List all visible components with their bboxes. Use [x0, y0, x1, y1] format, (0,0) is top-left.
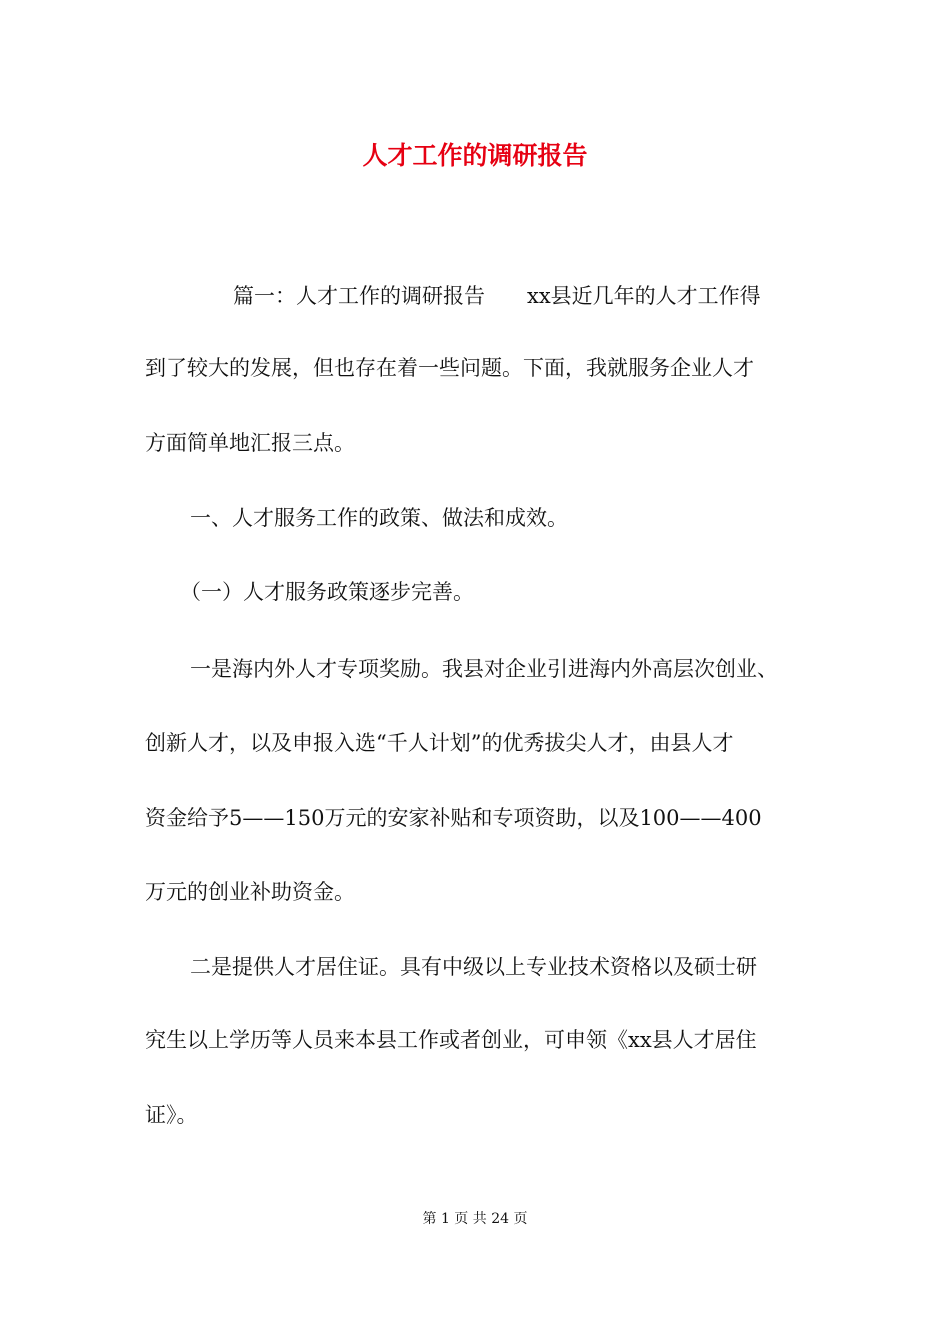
body-line-9: 万元的创业补助资金。 [145, 880, 355, 904]
body-line-6: 一是海内外人才专项奖励。我县对企业引进海内外高层次创业、 [190, 657, 778, 681]
section-heading-1: 一、人才服务工作的政策、做法和成效。 [190, 506, 568, 530]
body-line-3: 方面简单地汇报三点。 [145, 431, 355, 455]
body-line-7: 创新人才，以及申报入选“千人计划”的优秀拔尖人才，由县人才 [145, 731, 734, 755]
body-line-10: 二是提供人才居住证。具有中级以上专业技术资格以及硕士研 [190, 955, 757, 979]
body-line-2: 到了较大的发展，但也存在着一些问题。下面，我就服务企业人才 [145, 356, 754, 380]
subsection-heading-1: （一）人才服务政策逐步完善。 [180, 580, 474, 604]
body-line-8: 资金给予5——150万元的安家补贴和专项资助，以及100——400 [145, 806, 762, 830]
document-title: 人才工作的调研报告 [362, 141, 588, 170]
body-line-1: 篇一：人才工作的调研报告 xx县近几年的人才工作得 [233, 284, 761, 308]
body-line-11: 究生以上学历等人员来本县工作或者创业，可申领《xx县人才居住 [145, 1028, 757, 1052]
page-number-footer: 第 1 页 共 24 页 [422, 1211, 528, 1227]
body-line-12: 证》。 [145, 1103, 198, 1127]
